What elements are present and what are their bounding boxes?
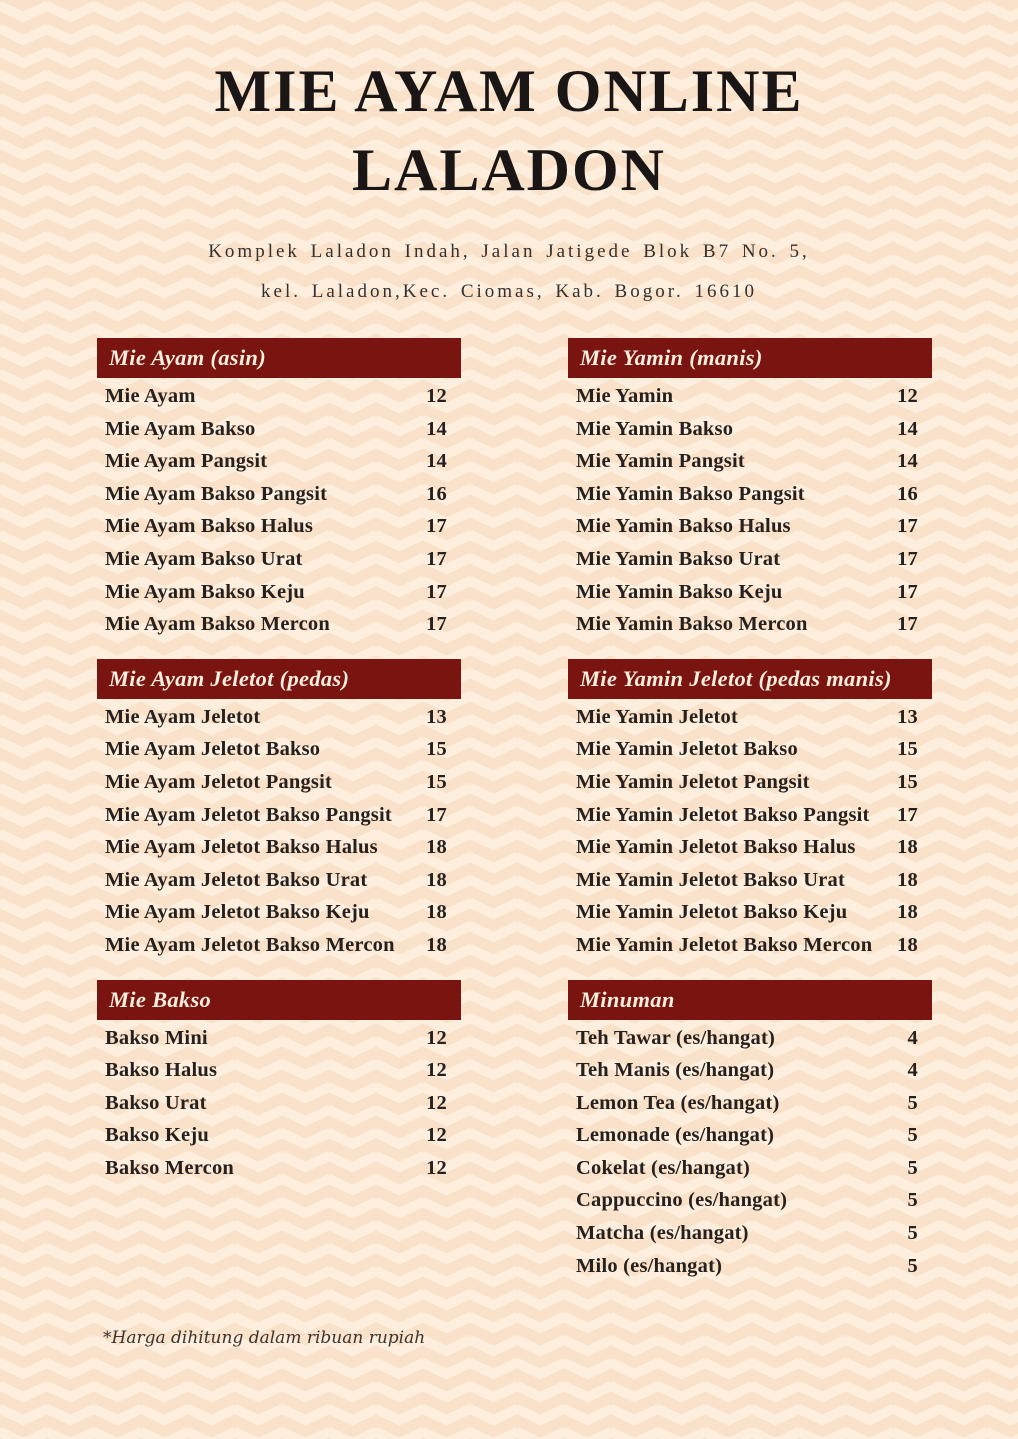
page-title — [0, 52, 1018, 210]
menu-item-row — [568, 706, 932, 739]
item-price: 5 — [907, 1091, 918, 1114]
item-price: 18 — [426, 868, 447, 891]
item-price: 16 — [426, 482, 447, 505]
item-price: 18 — [426, 836, 447, 859]
section-title: Mie Bakso — [109, 986, 212, 1012]
item-name: Mie Yamin Bakso Keju — [576, 580, 783, 603]
item-name: Bakso Urat — [105, 1091, 207, 1114]
menu-item-row — [97, 1092, 461, 1125]
item-name: Milo (es/hangat) — [576, 1254, 723, 1277]
item-price: 5 — [907, 1222, 918, 1245]
item-price: 17 — [426, 580, 447, 603]
page-title-line-2: LALADON — [351, 137, 667, 203]
item-price: 5 — [907, 1124, 918, 1147]
menu-section — [97, 338, 461, 646]
item-price: 14 — [426, 450, 447, 473]
item-name: Mie Yamin Jeletot — [576, 705, 739, 728]
item-name: Mie Yamin Bakso Halus — [576, 515, 791, 538]
item-name: Cappuccino (es/hangat) — [576, 1189, 788, 1212]
menu-item-row — [568, 804, 932, 837]
item-price: 15 — [426, 770, 447, 793]
item-name: Bakso Mini — [105, 1026, 208, 1049]
menu-item-row — [568, 581, 932, 614]
item-name: Mie Ayam Bakso Halus — [105, 515, 314, 538]
item-name: Mie Yamin Jeletot Pangsit — [576, 770, 810, 793]
menu-item-row — [568, 1027, 932, 1060]
section-title: Mie Yamin Jeletot (pedas manis) — [580, 665, 892, 691]
item-price: 17 — [897, 613, 918, 636]
item-price: 14 — [897, 417, 918, 440]
menu-item-row — [97, 1027, 461, 1060]
section-header-bar — [568, 338, 932, 378]
page-title-line-1: MIE AYAM ONLINE — [214, 58, 804, 124]
menu-item-row — [97, 934, 461, 967]
item-name: Mie Ayam Jeletot Bakso Urat — [105, 868, 368, 891]
item-price: 14 — [426, 417, 447, 440]
menu-item-row — [568, 836, 932, 869]
menu-item-row — [97, 450, 461, 483]
menu-section — [97, 980, 461, 1190]
menu-item-row — [97, 706, 461, 739]
menu-item-row — [568, 613, 932, 646]
item-price: 18 — [426, 901, 447, 924]
item-name: Mie Ayam — [105, 385, 196, 407]
menu-item-row — [97, 1124, 461, 1157]
menu-section — [568, 980, 932, 1288]
menu-item-row — [97, 418, 461, 451]
menu-item-row — [97, 1059, 461, 1092]
item-price: 17 — [897, 547, 918, 570]
menu-item-row — [568, 901, 932, 934]
menu-item-row — [568, 515, 932, 548]
menu-item-row — [97, 581, 461, 614]
menu-item-row — [97, 483, 461, 516]
menu-item-row — [568, 483, 932, 516]
item-price: 12 — [426, 1124, 447, 1147]
section-title: Mie Ayam (asin) — [109, 345, 266, 370]
menu-item-row — [97, 613, 461, 646]
item-name: Mie Yamin Bakso — [576, 417, 734, 440]
item-name: Mie Ayam Bakso Pangsit — [105, 482, 328, 505]
menu-item-row — [97, 1157, 461, 1190]
menu-item-row — [568, 1189, 932, 1222]
menu-item-row — [568, 450, 932, 483]
item-price: 17 — [897, 580, 918, 603]
item-name: Mie Ayam Bakso Mercon — [105, 613, 330, 636]
item-price: 18 — [897, 901, 918, 924]
item-name: Lemon Tea (es/hangat) — [576, 1091, 780, 1114]
item-price: 15 — [426, 738, 447, 761]
item-price: 18 — [897, 933, 918, 956]
address-line-1: Komplek Laladon Indah, Jalan Jatigede Blok B7 No. 5, — [208, 241, 810, 262]
item-price: 17 — [426, 547, 447, 570]
item-name: Mie Ayam Bakso Keju — [105, 580, 305, 603]
item-name: Matcha (es/hangat) — [576, 1222, 749, 1245]
item-name: Mie Ayam Jeletot Pangsit — [105, 770, 333, 793]
item-name: Mie Yamin Jeletot Bakso Pangsit — [576, 803, 870, 826]
item-price: 5 — [907, 1254, 918, 1277]
column-right — [568, 338, 932, 1300]
item-price: 14 — [897, 450, 918, 473]
item-name: Mie Ayam Jeletot — [105, 705, 261, 728]
item-price: 12 — [897, 385, 918, 407]
section-title: Minuman — [580, 986, 675, 1012]
menu-item-row — [568, 1059, 932, 1092]
item-name: Cokelat (es/hangat) — [576, 1156, 751, 1179]
item-name: Mie Yamin Bakso Pangsit — [576, 482, 805, 505]
item-price: 5 — [907, 1189, 918, 1212]
menu-section — [97, 659, 461, 967]
menu-item-row — [568, 548, 932, 581]
menu-item-row — [568, 1092, 932, 1125]
item-price: 18 — [897, 868, 918, 891]
menu-item-row — [97, 836, 461, 869]
item-price: 5 — [907, 1156, 918, 1179]
item-name: Mie Yamin Jeletot Bakso Mercon — [576, 933, 873, 956]
item-price: 12 — [426, 385, 447, 407]
item-price: 13 — [426, 705, 447, 728]
menu-item-row — [97, 738, 461, 771]
menu-item-row — [97, 548, 461, 581]
item-price: 17 — [426, 515, 447, 538]
menu-columns — [0, 338, 1018, 1300]
item-name: Bakso Halus — [105, 1059, 218, 1082]
menu-item-row — [97, 869, 461, 902]
item-name: Mie Ayam Jeletot Bakso Pangsit — [105, 803, 392, 826]
menu-item-row — [568, 385, 932, 418]
item-price: 4 — [907, 1026, 918, 1049]
item-name: Mie Ayam Jeletot Bakso Keju — [105, 901, 370, 924]
item-price: 17 — [897, 515, 918, 538]
menu-item-row — [97, 515, 461, 548]
item-name: Lemonade (es/hangat) — [576, 1124, 775, 1147]
item-name: Mie Yamin Jeletot Bakso Urat — [576, 868, 846, 891]
item-price: 17 — [897, 803, 918, 826]
address — [0, 232, 1018, 312]
menu-item-row — [97, 771, 461, 804]
item-name: Mie Ayam Jeletot Bakso Mercon — [105, 933, 395, 956]
item-price: 13 — [897, 705, 918, 728]
item-name: Mie Ayam Bakso Urat — [105, 547, 303, 570]
menu-item-row — [568, 1124, 932, 1157]
menu-item-row — [568, 418, 932, 451]
item-price: 18 — [897, 836, 918, 859]
menu-item-row — [568, 1255, 932, 1288]
item-name: Mie Yamin Bakso Urat — [576, 547, 781, 570]
menu-item-row — [568, 1157, 932, 1190]
section-title: Mie Ayam Jeletot (pedas) — [109, 665, 350, 691]
item-price: 17 — [426, 613, 447, 636]
item-name: Bakso Keju — [105, 1124, 209, 1147]
item-name: Mie Yamin Jeletot Bakso Halus — [576, 836, 856, 859]
menu-item-row — [568, 934, 932, 967]
item-name: Teh Manis (es/hangat) — [576, 1059, 775, 1082]
item-name: Mie Ayam Jeletot Bakso Halus — [105, 836, 378, 859]
item-name: Mie Yamin — [576, 385, 674, 407]
item-price: 4 — [907, 1059, 918, 1082]
menu-item-row — [568, 869, 932, 902]
menu-item-row — [97, 901, 461, 934]
menu-section — [568, 338, 932, 646]
item-name: Mie Ayam Bakso — [105, 417, 256, 440]
item-price: 12 — [426, 1059, 447, 1082]
menu-item-row — [568, 738, 932, 771]
menu-item-row — [97, 804, 461, 837]
section-header-bar — [568, 980, 932, 1020]
item-name: Bakso Mercon — [105, 1156, 235, 1179]
menu-item-row — [568, 771, 932, 804]
section-header-bar — [97, 338, 461, 378]
item-name: Mie Ayam Jeletot Bakso — [105, 738, 321, 761]
column-left — [97, 338, 461, 1300]
item-price: 16 — [897, 482, 918, 505]
item-price: 17 — [426, 803, 447, 826]
footnote: *Harga dihitung dalam ribuan rupiah — [103, 1328, 426, 1348]
item-name: Mie Yamin Bakso Mercon — [576, 613, 808, 636]
menu-item-row — [97, 385, 461, 418]
section-title: Mie Yamin (manis) — [580, 345, 763, 370]
section-header-bar — [568, 659, 932, 699]
item-price: 12 — [426, 1026, 447, 1049]
section-header-bar — [97, 659, 461, 699]
item-price: 15 — [897, 770, 918, 793]
item-name: Mie Yamin Jeletot Bakso — [576, 738, 798, 761]
menu-section — [568, 659, 932, 967]
item-name: Mie Ayam Pangsit — [105, 450, 268, 473]
item-price: 12 — [426, 1156, 447, 1179]
item-name: Mie Yamin Pangsit — [576, 450, 745, 473]
item-price: 12 — [426, 1091, 447, 1114]
item-name: Mie Yamin Jeletot Bakso Keju — [576, 901, 848, 924]
section-header-bar — [97, 980, 461, 1020]
item-price: 18 — [426, 933, 447, 956]
item-name: Teh Tawar (es/hangat) — [576, 1026, 775, 1049]
menu-item-row — [568, 1222, 932, 1255]
item-price: 15 — [897, 738, 918, 761]
address-line-2: kel. Laladon,Kec. Ciomas, Kab. Bogor. 16610 — [261, 281, 757, 302]
